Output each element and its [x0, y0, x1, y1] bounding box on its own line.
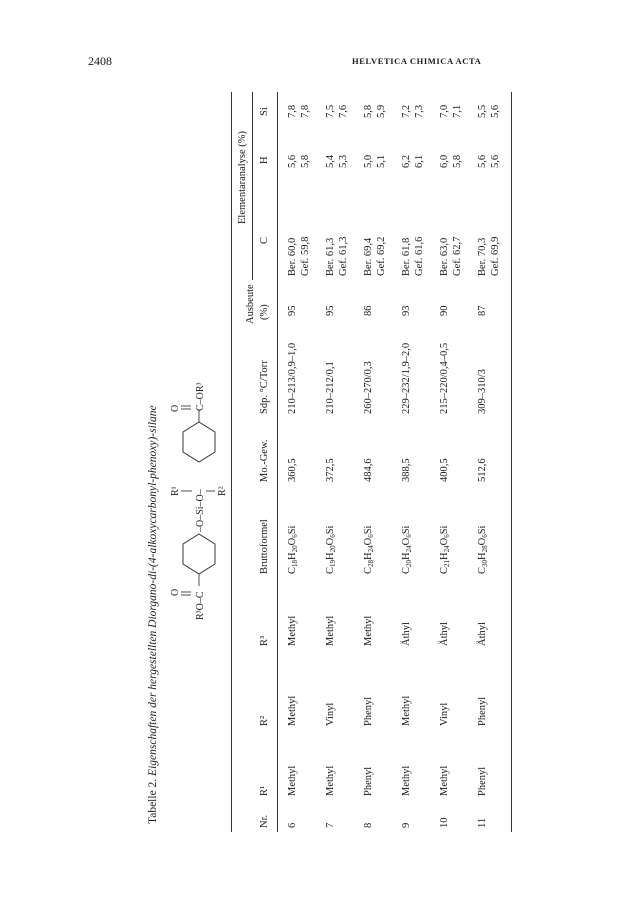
row-ber-si: 7,0: [439, 104, 450, 118]
formula-o-right: O: [170, 404, 181, 412]
table-bottom-rule: [511, 92, 512, 832]
row-molgewicht: 360,5: [287, 458, 298, 482]
benzene-ring-right: [183, 422, 215, 462]
row-bruttoformel: $C_{28}H_{24}O_6Si$: [363, 525, 375, 574]
row-gef-c: Gef. 59,8: [300, 236, 311, 276]
header-elementaranalyse: Elementaranalyse (%): [237, 131, 248, 224]
row-ber-c: Ber. 63,0: [439, 237, 450, 276]
row-ber-h: 6,0: [439, 154, 450, 168]
row-r3: Methyl: [363, 615, 374, 646]
row-sdp: 210–212/0,1: [325, 361, 336, 414]
row-sdp: 210–213/0,9–1,0: [287, 342, 298, 414]
row-gef-c: Gef. 61,6: [414, 236, 425, 276]
row-r3: Äthyl: [477, 622, 488, 646]
row-molgewicht: 372,5: [325, 458, 336, 482]
header-bruttoformel: Bruttoformel: [259, 519, 270, 574]
row-bruttoformel: $C_{18}H_{20}O_6Si$: [287, 525, 299, 574]
row-molgewicht: 400,5: [439, 458, 450, 482]
row-gef-c: Gef. 61,3: [338, 236, 349, 276]
row-gef-h: 5,6: [490, 154, 501, 168]
row-r2: Vinyl: [325, 702, 336, 726]
table-top-rule: [231, 92, 232, 832]
header-ausbeute-unit: (%): [259, 304, 270, 320]
row-gef-c: Gef. 69,2: [376, 236, 387, 276]
row-sdp: 229–232/1,9–2,0: [401, 342, 412, 414]
row-gef-si: 7,3: [414, 104, 425, 118]
row-ausbeute: 93: [401, 305, 412, 316]
structural-formula-drawing: [165, 292, 227, 622]
structural-formula: [165, 292, 227, 622]
row-gef-si: 5,9: [376, 104, 387, 118]
journal-title: HELVETICA CHIMICA ACTA: [352, 56, 482, 66]
row-nr: 6: [287, 822, 298, 828]
row-ausbeute: 90: [439, 305, 450, 316]
row-ber-si: 5,5: [477, 104, 488, 118]
row-r2: Phenyl: [477, 696, 488, 726]
row-bruttoformel: $C_{21}H_{24}O_6Si$: [439, 525, 451, 574]
row-gef-h: 5,8: [300, 154, 311, 168]
row-nr: 7: [325, 822, 336, 828]
row-ber-c: Ber. 69,4: [363, 237, 374, 276]
row-r1: Methyl: [439, 765, 450, 796]
row-r1: Phenyl: [363, 766, 374, 796]
row-molgewicht: 512,6: [477, 458, 488, 482]
row-ausbeute: 95: [325, 305, 336, 316]
row-ausbeute: 86: [363, 305, 374, 316]
row-r2: Phenyl: [363, 696, 374, 726]
formula-left-group: R³O–C: [195, 591, 206, 620]
header-nr: Nr.: [259, 814, 270, 828]
header-molgewicht: Mo.-Gew.: [259, 439, 270, 482]
row-r1: Methyl: [287, 765, 298, 796]
header-sdp: Sdp. °C/Torr: [259, 360, 270, 414]
row-r3: Äthyl: [439, 622, 450, 646]
row-sdp: 309–310/3: [477, 369, 488, 414]
row-gef-h: 6,1: [414, 154, 425, 168]
header-r2: R²: [259, 715, 270, 726]
row-nr: 8: [363, 822, 374, 828]
row-gef-c: Gef. 69,9: [490, 236, 501, 276]
header-c: C: [259, 236, 270, 244]
row-r3: Methyl: [325, 615, 336, 646]
row-r3: Methyl: [287, 615, 298, 646]
header-r1: R¹: [259, 785, 270, 796]
row-ber-h: 5,4: [325, 154, 336, 168]
row-ber-h: 6,2: [401, 154, 412, 168]
table-caption: [147, 405, 159, 824]
formula-r1: R¹: [170, 486, 181, 496]
row-nr: 9: [401, 822, 412, 828]
row-gef-h: 5,8: [452, 154, 463, 168]
header-ausbeute: Ausbeute: [245, 284, 256, 324]
row-ber-c: Ber. 61,8: [401, 237, 412, 276]
row-r2: Vinyl: [439, 702, 450, 726]
row-gef-si: 7,6: [338, 104, 349, 118]
caption-title: Eigenschaften der hergestellten Diorgano-di-(4-alkoxycarbonyl-phenoxy)-silane: [147, 405, 159, 776]
row-ber-c: Ber. 61,3: [325, 237, 336, 276]
row-r2: Methyl: [287, 695, 298, 726]
row-bruttoformel: $C_{30}H_{28}O_6Si$: [477, 525, 489, 574]
formula-o-left: O: [170, 588, 181, 596]
row-gef-si: 7,8: [300, 104, 311, 118]
header-r3: R³: [259, 635, 270, 646]
row-ber-si: 7,2: [401, 104, 412, 118]
row-gef-c: Gef. 62,7: [452, 236, 463, 276]
row-bruttoformel: $C_{19}H_{20}O_6Si$: [325, 525, 337, 574]
table-header-rule: [277, 92, 278, 832]
page-number: 2408: [88, 54, 112, 68]
header-h: H: [259, 156, 270, 164]
row-ber-c: Ber. 60,0: [287, 237, 298, 276]
row-ber-c: Ber. 70,3: [477, 237, 488, 276]
row-gef-si: 7,1: [452, 104, 463, 118]
formula-linker: –O–Si–O–: [195, 489, 206, 532]
row-r3: Äthyl: [401, 622, 412, 646]
row-gef-h: 5,1: [376, 154, 387, 168]
formula-r2: R²: [217, 486, 227, 496]
row-gef-h: 5,3: [338, 154, 349, 168]
row-gef-si: 5,6: [490, 104, 501, 118]
row-ber-si: 7,8: [287, 104, 298, 118]
formula-right-group: C–OR³: [195, 382, 206, 411]
row-ber-si: 7,5: [325, 104, 336, 118]
row-r1: Phenyl: [477, 766, 488, 796]
row-ber-h: 5,0: [363, 154, 374, 168]
row-r2: Methyl: [401, 695, 412, 726]
row-ausbeute: 95: [287, 305, 298, 316]
header-si: Si: [259, 107, 270, 116]
row-molgewicht: 388,5: [401, 458, 412, 482]
row-ausbeute: 87: [477, 305, 488, 316]
row-nr: 11: [477, 817, 488, 828]
row-ber-h: 5,6: [287, 154, 298, 168]
row-ber-si: 5,8: [363, 104, 374, 118]
row-bruttoformel: $C_{20}H_{24}O_6Si$: [401, 525, 413, 574]
elementar-subrule: [252, 92, 253, 280]
row-r1: Methyl: [325, 765, 336, 796]
row-ber-h: 5,6: [477, 154, 488, 168]
caption-label: Tabelle 2.: [147, 778, 159, 824]
row-molgewicht: 484,6: [363, 458, 374, 482]
rotated-table-block: [147, 92, 523, 832]
row-sdp: 215–220/0,4–0,5: [439, 342, 450, 414]
row-nr: 10: [439, 817, 450, 828]
row-sdp: 260–270/0,3: [363, 361, 374, 414]
row-r1: Methyl: [401, 765, 412, 796]
benzene-ring-left: [183, 534, 215, 574]
